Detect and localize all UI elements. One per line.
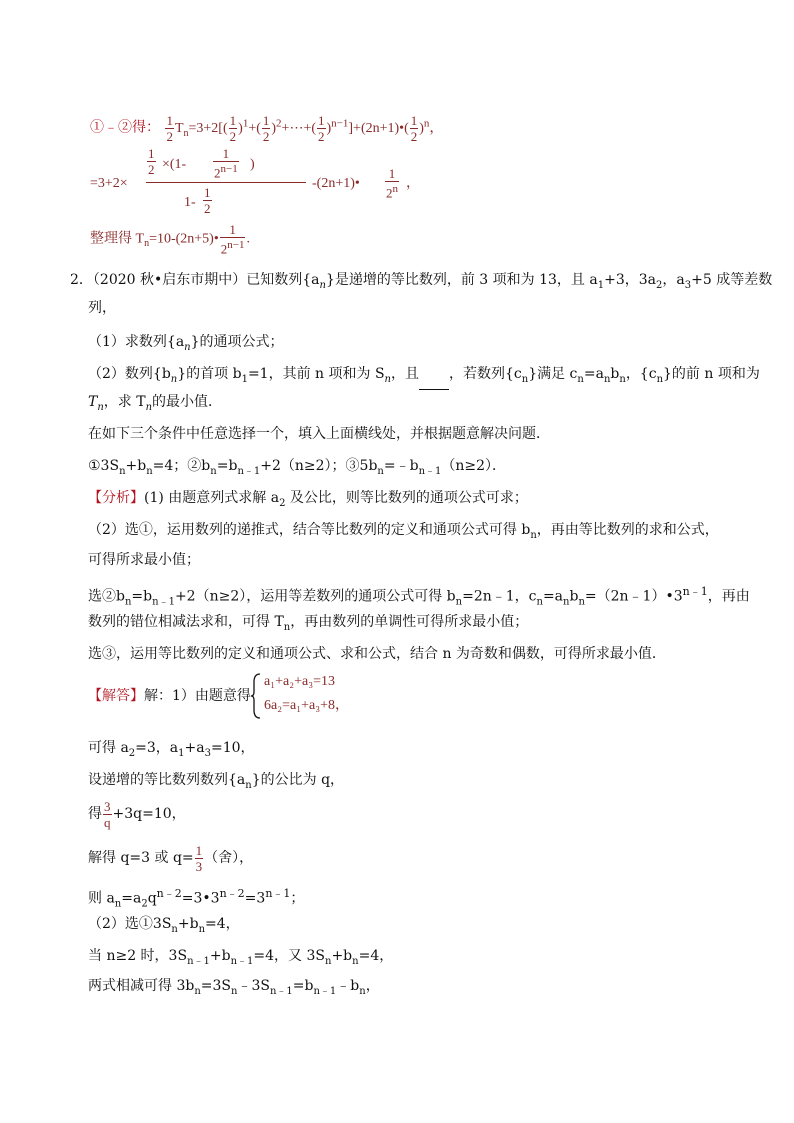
question-2-part-1: （1）求数列$\{a_n\}$的通项公式； <box>88 334 284 353</box>
solution-line-6: 则 $a_n=a_2q^{n﹣2}=3•3^{n﹣2}=3^{n﹣1}$； <box>88 887 305 910</box>
fraction-half: $\frac{1}{2}$ <box>410 112 418 144</box>
solution-line-1: 【解答】解：1）由题意得 <box>88 688 251 704</box>
fraction-half: $\frac{1}{2}$ <box>318 112 325 144</box>
system-eq-1: a₁+a₂+a₃=13 <box>264 674 335 689</box>
left-brace <box>250 672 262 720</box>
analysis-line-4: 选$②b_n=b_{n﹣1}+2(n\ge 2)$，运用等差数列的通项公式可得 $b_n=2n﹣1$，$c_n=a_nb_n=(2n﹣1)•3^{n﹣1}$，再由 <box>88 585 750 608</box>
step-label: ①﹣②得： <box>90 119 160 136</box>
compound-fraction: $\frac{1}{2}$ ×(1- $\frac{1}{2^{n-1}}$ ) 1- $\frac{1}{2}$ <box>146 146 306 219</box>
question-2-instruction: 在如下三个条件中任意选择一个，填入上面横线处，并根据题意解决问题． <box>88 426 550 442</box>
fraction-half: $\frac{1}{2}$ <box>262 112 270 144</box>
system-eq-2: 6a₂=a₁+a₃+8， <box>264 698 349 713</box>
analysis-line-6: 选③，运用等比数列的定义和通项公式、求和公式，结合 n 为奇数和偶数，可得所求最小值． <box>88 646 666 662</box>
fraction-half: $\frac{1}{2}$ <box>229 112 237 144</box>
analysis-line-2: （2）选①，运用数列的递推式，结合等比数列的定义和通项公式可得 $b_n$，再由等比数列的求和公式， <box>88 522 719 541</box>
question-2-part-2-cont: $T_n$，求 $T_n$的最小值． <box>88 394 223 413</box>
solution-line-3: 设递增的等比数列数列$\{a_n\}$的公比为 q， <box>88 772 345 791</box>
analysis-line-1: 【分析】(1) 由题意列式求解 $a_2$ 及公比，则等比数列的通项公式可求； <box>88 490 528 509</box>
solution-label: 【解答】 <box>88 688 144 704</box>
formula: $\frac{1}{2}$ $T_n=3+2$[( $\frac{1}{2}$ )$^1$+( $\frac{1}{2}$ )$^2$+⋯+( $\frac{1}{2}$ )$^{n-1}$]+(2n+1)•( $\frac{1}{2}$ )$^n$， <box>166 112 444 144</box>
question-2-cont: 列， <box>88 300 116 316</box>
solution-line-5: 解得 q=3 或 q= $\frac{1}{3}$ （舍）， <box>88 842 254 874</box>
solution-line-9: 两式相减可得 $3b_n=3S_n﹣3S_{n﹣1}=b_{n﹣1}﹣b_n$， <box>88 978 380 997</box>
analysis-line-3: 可得所求最小值； <box>88 552 200 568</box>
question-2-header: 2．（2020 秋•启东市期中）已知数列$\{a_n\}$是递增的等比数列，前 3 项和为 13，且 $a_1+3$，$3a_2$，$a_3+5$ 成等差数 <box>70 272 773 291</box>
document-page: ①﹣②得： $\frac{1}{2}$ $T_n=3+2$[( $\frac{1}{2}$ )$^1$+( $\frac{1}{2}$ )$^2$+⋯+( $\frac{1}{2}$ )$^{n-1}$]+(2n+1)•( $\frac{1}{2}$ )$^n$， =3+2× $\frac{1}{2}$ ×(1- $\frac{1}{2^{n-1}}$ ) 1- $\frac{1}{2}$ -(2n+1)• $\frac{1}{2^n}$ ， 整理得 $T_n=10-(2n+5)•$ $\frac{1}{2^{n-1}}$ . 2．（2020 秋•启东市期中）已知数列$\{a_n\}$是递增的等比数列，前 3 项和为 13，且 $a_1+3$，$3a_2$，$a_3+5$ 成等差数 列， （1）求数列$\{a_n\}$的通项公式； （2）数列$\{b_n\}$的首项 $b_1=1$，其前 n 项和为 $S_n$，且 ，若数列$\{c_n\}$满足 $c_n=a_nb_n$，$\{c_n\}$的前 n 项和为 $T_n$，求 $T_n$的最小值． 在如下三个条件中任意选择一个，填入上面横线处，并根据题意解决问题． $①3S_n+b_n=4$；$②b_n=b_{n﹣1}+2(n\ge 2)$；$③5b_n=﹣b_{n﹣1}(n\ge 2)$． 【分析】(1) 由题意列式求解 $a_2$ 及公比，则等比数列的通项公式可求； （2）选①，运用数列的递推式，结合等比数列的定义和通项公式可得 $b_n$，再由等比数列的求和公式， 可得所求最小值； 选$②b_n=b_{n﹣1}+2(n\ge 2)$，运用等差数列的通项公式可得 $b_n=2n﹣1$，$c_n=a_nb_n=(2n﹣1)•3^{n﹣1}$，再由 数列的错位相减法求和，可得 $T_n$，再由数列的单调性可得所求最小值； 选③，运用等比数列的定义和通项公式、求和公式，结合 n 为奇数和偶数，可得所求最小值． 【解答】解：1）由题意得 a₁+a₂+a₃=13 6a₂=a₁+a₃+8， 可得 $a_2=3$，$a_1+a_3=10$， 设递增的等比数列数列$\{a_n\}$的公比为 q， 得 $\frac{3}{q}$ +3q=10， 解得 q=3 或 q= $\frac{1}{3}$ （舍）， 则 $a_n=a_2q^{n﹣2}=3•3^{n﹣2}=3^{n﹣1}$； （2）选$①3S_n+b_n=4$， 当 n≥2 时，$3S_{n﹣1}+b_{n﹣1}=4$，又 $3S_n+b_n=4$， 两式相减可得 $3b_n=3S_n﹣3S_{n﹣1}=b_{n﹣1}﹣b_n$， <box>0 0 794 1123</box>
question-2-part-2: （2）数列$\{b_n\}$的首项 $b_1=1$，其前 n 项和为 $S_n$，且 ，若数列$\{c_n\}$满足 $c_n=a_nb_n$，$\{c_n\}$的前 n 项和为 <box>88 364 760 390</box>
fraction-half: $\frac{1}{2}$ <box>166 112 173 144</box>
solution-line-2: 可得 $a_2=3$，$a_1+a_3=10$， <box>88 740 255 759</box>
solution-line-8: 当 n≥2 时，$3S_{n﹣1}+b_{n﹣1}=4$，又 $3S_n+b_n=4$， <box>88 948 394 967</box>
solution-line-4: 得 $\frac{3}{q}$ +3q=10， <box>88 798 186 830</box>
formula-line-3: 整理得 $T_n=10-(2n+5)•$ $\frac{1}{2^{n-1}}$ . <box>90 222 250 257</box>
solution-line-7: （2）选$①3S_n+b_n=4$， <box>88 916 240 935</box>
analysis-label: 【分析】 <box>88 490 144 506</box>
question-2-options: $①3S_n+b_n=4$；$②b_n=b_{n﹣1}+2(n\ge 2)$；$③5b_n=﹣b_{n﹣1}(n\ge 2)$． <box>88 458 507 477</box>
analysis-line-5: 数列的错位相减法求和，可得 $T_n$，再由数列的单调性可得所求最小值； <box>88 614 529 633</box>
fill-blank <box>419 375 449 390</box>
formula-line-1 <box>90 106 444 144</box>
